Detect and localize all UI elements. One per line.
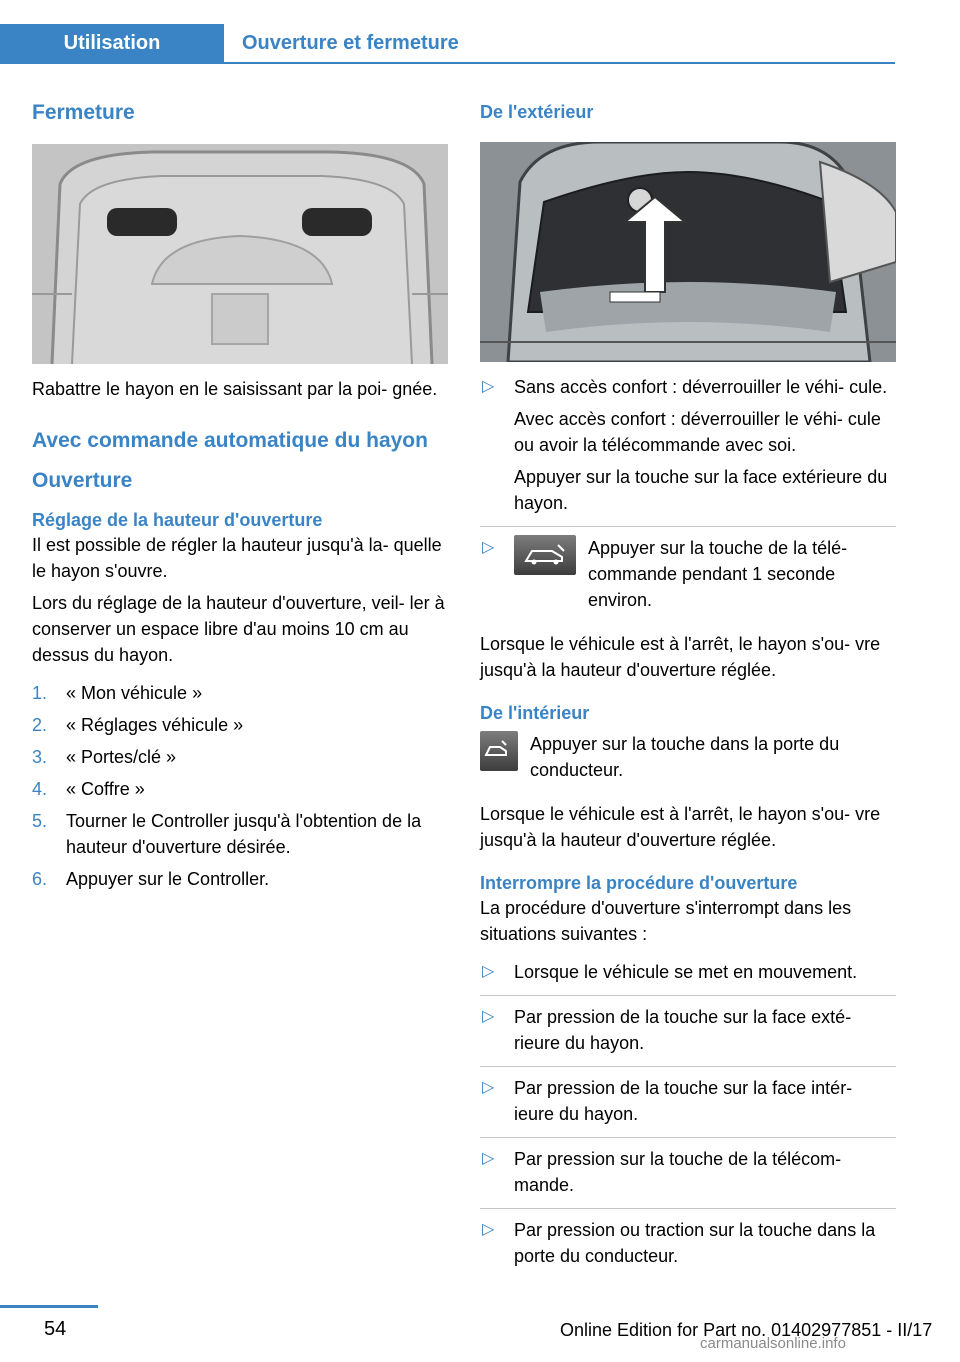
footer-line bbox=[0, 1305, 98, 1308]
triangle-right-icon: ▷ bbox=[482, 963, 495, 980]
list-item: 4. « Coffre » bbox=[32, 779, 145, 799]
tailgate-interior-image bbox=[32, 144, 448, 364]
left-column bbox=[32, 100, 448, 898]
list-item: ▷ Par pression sur la touche de la télécom- mande. bbox=[480, 1146, 896, 1209]
list-item: ▷ Par pression ou traction sur la touche dans la porte du conducteur. bbox=[480, 1217, 896, 1279]
list-item: ▷ Appuyer sur la touche de la télé- commande pendant 1 seconde environ. bbox=[480, 535, 896, 623]
text-possible: Il est possible de régler la hauteur jusqu'à la- quelle le hayon s'ouvre. bbox=[32, 535, 442, 581]
right-column bbox=[480, 100, 896, 1287]
page-number: 54 bbox=[44, 1318, 67, 1340]
list-item: ▷ Par pression de la touche sur la face exté- rieure du hayon. bbox=[480, 1004, 896, 1067]
tailgate-button-icon bbox=[480, 731, 518, 771]
list-item: 1. « Mon véhicule » bbox=[32, 683, 203, 703]
steps-list bbox=[32, 680, 448, 892]
text-procedure: La procédure d'ouverture s'interrompt dans les situations suivantes : bbox=[480, 898, 852, 944]
triangle-right-icon: ▷ bbox=[482, 539, 495, 556]
heading-interieur: De l'intérieur bbox=[480, 703, 590, 723]
tailgate-exterior-image bbox=[480, 142, 896, 362]
text-lorsque-1: Lorsque le véhicule est à l'arrêt, le hayon s'ou- vre jusqu'à la hauteur d'ouverture réglée. bbox=[480, 634, 881, 680]
interieur-row: Appuyer sur la touche dans la porte du conducteur. bbox=[480, 731, 896, 783]
list-item: ▷ Sans accès confort : déverrouiller le véhi- cule. Avec accès confort : déverrouiller le véhi- cule ou avoir la télécommande avec soi. Appuyer sur la touche sur la face extérieure du hayon. bbox=[480, 374, 896, 527]
list-item: 6. Appuyer sur le Controller. bbox=[32, 869, 270, 889]
tab-ouverture-fermeture[interactable]: Ouverture et fermeture bbox=[242, 32, 459, 54]
heading-ouverture: Ouverture bbox=[32, 469, 133, 492]
exterieur-list bbox=[480, 374, 896, 623]
list-item: ▷ Lorsque le véhicule se met en mouvement. bbox=[480, 959, 896, 996]
edition-text: Online Edition for Part no. 01402977851 - II/17 bbox=[560, 1320, 933, 1340]
triangle-right-icon: ▷ bbox=[482, 1221, 495, 1238]
text-lors: Lors du réglage de la hauteur d'ouverture, veil- ler à conserver un espace libre d'au moins 10 cm au dessus du hayon. bbox=[32, 593, 445, 665]
heading-fermeture: Fermeture bbox=[32, 101, 135, 124]
triangle-right-icon: ▷ bbox=[482, 1150, 495, 1167]
header-bar bbox=[0, 24, 895, 64]
list-item: 2. « Réglages véhicule » bbox=[32, 715, 244, 735]
text-lorsque-2: Lorsque le véhicule est à l'arrêt, le hayon s'ou- vre jusqu'à la hauteur d'ouverture réglée. bbox=[480, 804, 881, 850]
triangle-right-icon: ▷ bbox=[482, 378, 495, 395]
heading-exterieur: De l'extérieur bbox=[480, 102, 594, 122]
heading-commande-auto: Avec commande automatique du hayon bbox=[32, 429, 428, 452]
list-item: 3. « Portes/clé » bbox=[32, 747, 177, 767]
watermark: carmanualsonline.info bbox=[700, 1335, 846, 1352]
list-item: ▷ Par pression de la touche sur la face intér- ieure du hayon. bbox=[480, 1075, 896, 1138]
tab-utilisation[interactable]: Utilisation bbox=[0, 24, 224, 62]
interrompre-list bbox=[480, 959, 896, 1279]
text-rabattre: Rabattre le hayon en le saisissant par la poi- gnée. bbox=[32, 379, 438, 399]
list-item: 5. Tourner le Controller jusqu'à l'obtention de la hauteur d'ouverture désirée. bbox=[32, 811, 422, 857]
triangle-right-icon: ▷ bbox=[482, 1079, 495, 1096]
triangle-right-icon: ▷ bbox=[482, 1008, 495, 1025]
tailgate-button-icon bbox=[514, 535, 576, 575]
heading-interrompre: Interrompre la procédure d'ouverture bbox=[480, 873, 798, 893]
heading-reglage: Réglage de la hauteur d'ouverture bbox=[32, 510, 323, 530]
